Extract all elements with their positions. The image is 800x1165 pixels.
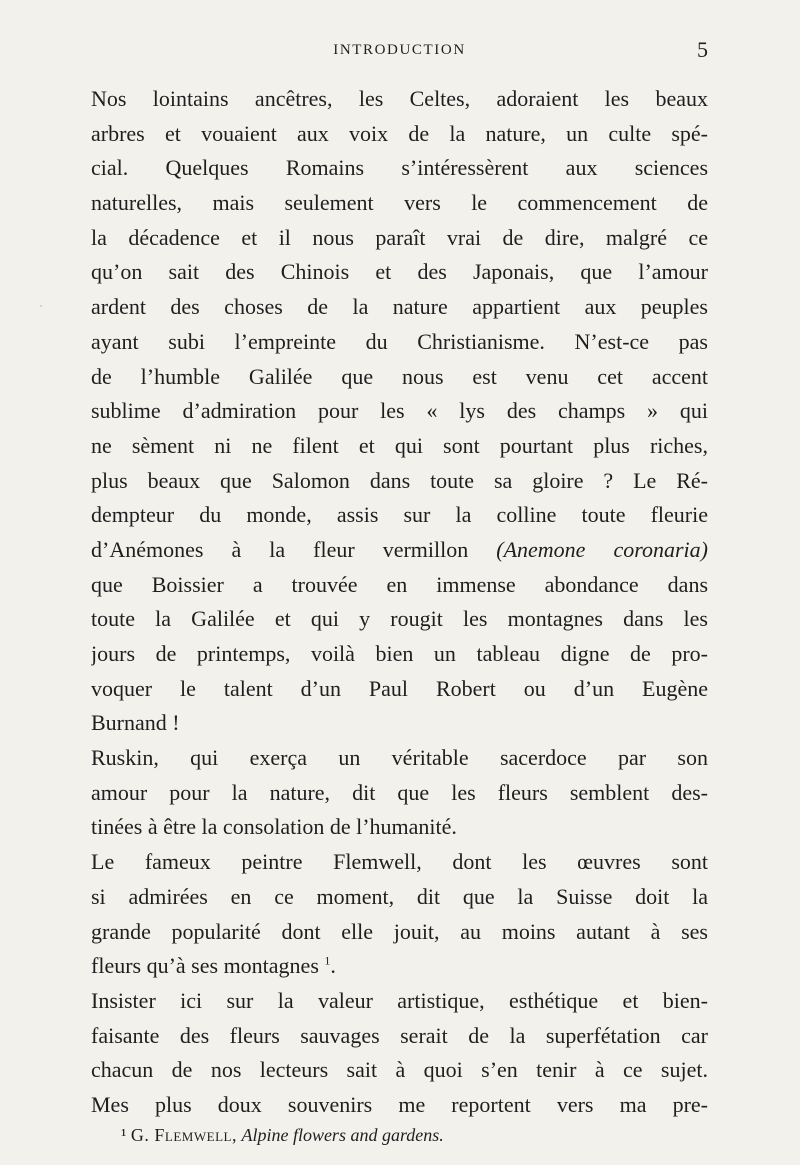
species-name: (Anemone coronaria) <box>496 536 708 562</box>
text-line: que Boissier a trouvée en immense abondance dans <box>91 571 708 597</box>
text-line: ardent des choses de la nature appartient aux peuples <box>91 294 708 320</box>
text-line: ayant subi l’empreinte du Christianisme. N’est-ce pas <box>91 328 708 354</box>
text-line: toute la Galilée et qui y rougit les montagnes dans les <box>91 606 708 632</box>
text-line-with-note <box>91 949 708 984</box>
text-line: de l’humble Galilée que nous est venu cet accent <box>91 363 708 389</box>
text-line: jours de printemps, voilà bien un tableau digne de pro- <box>91 641 708 666</box>
text-line: Mes plus doux souvenirs me reportent vers ma pre- <box>91 1091 708 1117</box>
text-line: arbres et vouaient aux voix de la nature, un culte spé- <box>91 120 708 146</box>
text-line: dempteur du monde, assis sur la colline toute fleurie <box>91 502 708 528</box>
text-line: Burnand ! <box>91 710 180 736</box>
text-line: faisante des fleurs sauvages serait de la superfétation car <box>91 1022 708 1048</box>
text-line: Insister ici sur la valeur artistique, esthétique et bien- <box>91 987 708 1013</box>
text-line: Nos lointains ancêtres, les Celtes, adoraient les beaux <box>91 86 708 111</box>
text-line: tinées à être la consolation de l’humanité. <box>91 814 457 840</box>
text-line: Le fameux peintre Flemwell, dont les œuvres sont <box>91 849 708 875</box>
text-roman: d’Anémones à la fleur vermillon <box>91 536 497 562</box>
text-line: ne sèment ni ne filent et qui sont pourtant plus riches, <box>91 432 708 458</box>
text-line: amour pour la nature, dit que les fleurs semblent des- <box>91 779 708 805</box>
text-line: voquer le talent d’un Paul Robert ou d’un Eugène <box>91 675 708 701</box>
text-line: sublime d’admiration pour les « lys des champs » qui <box>91 398 708 424</box>
footnote <box>121 1124 708 1146</box>
text-line: si admirées en ce moment, dit que la Suisse doit la <box>91 883 708 909</box>
footnote-author: G. Flemwell, <box>130 1125 237 1145</box>
text-line-mixed <box>91 533 708 568</box>
text-roman: fleurs qu’à ses montagnes <box>91 953 325 979</box>
page-header <box>91 36 708 66</box>
body-text <box>91 82 708 1123</box>
text-line: qu’on sait des Chinois et des Japonais, que l’amour <box>91 259 708 285</box>
text-line: chacun de nos lecteurs sait à quoi s’en tenir à ce sujet. <box>91 1057 708 1083</box>
footnote-ref: 1 <box>324 953 331 968</box>
text-line: Ruskin, qui exerça un véritable sacerdoce par son <box>91 745 708 771</box>
text-roman: . <box>330 953 336 979</box>
running-head: INTRODUCTION <box>333 42 466 58</box>
text-line: la décadence et il nous paraît vrai de dire, malgré ce <box>91 224 708 250</box>
text-line: cial. Quelques Romains s’intéressèrent aux sciences <box>91 155 708 181</box>
text-line: grande popularité dont elle jouit, au moins autant à ses <box>91 918 708 944</box>
text-line: plus beaux que Salomon dans toute sa gloire ? Le Ré- <box>91 467 708 493</box>
page-speck <box>40 305 42 307</box>
text-line: naturelles, mais seulement vers le commencement de <box>91 190 708 216</box>
footnote-title: Alpine flowers and gardens. <box>241 1125 444 1145</box>
footnote-marker: ¹ <box>121 1125 127 1145</box>
page-number: 5 <box>697 37 708 62</box>
